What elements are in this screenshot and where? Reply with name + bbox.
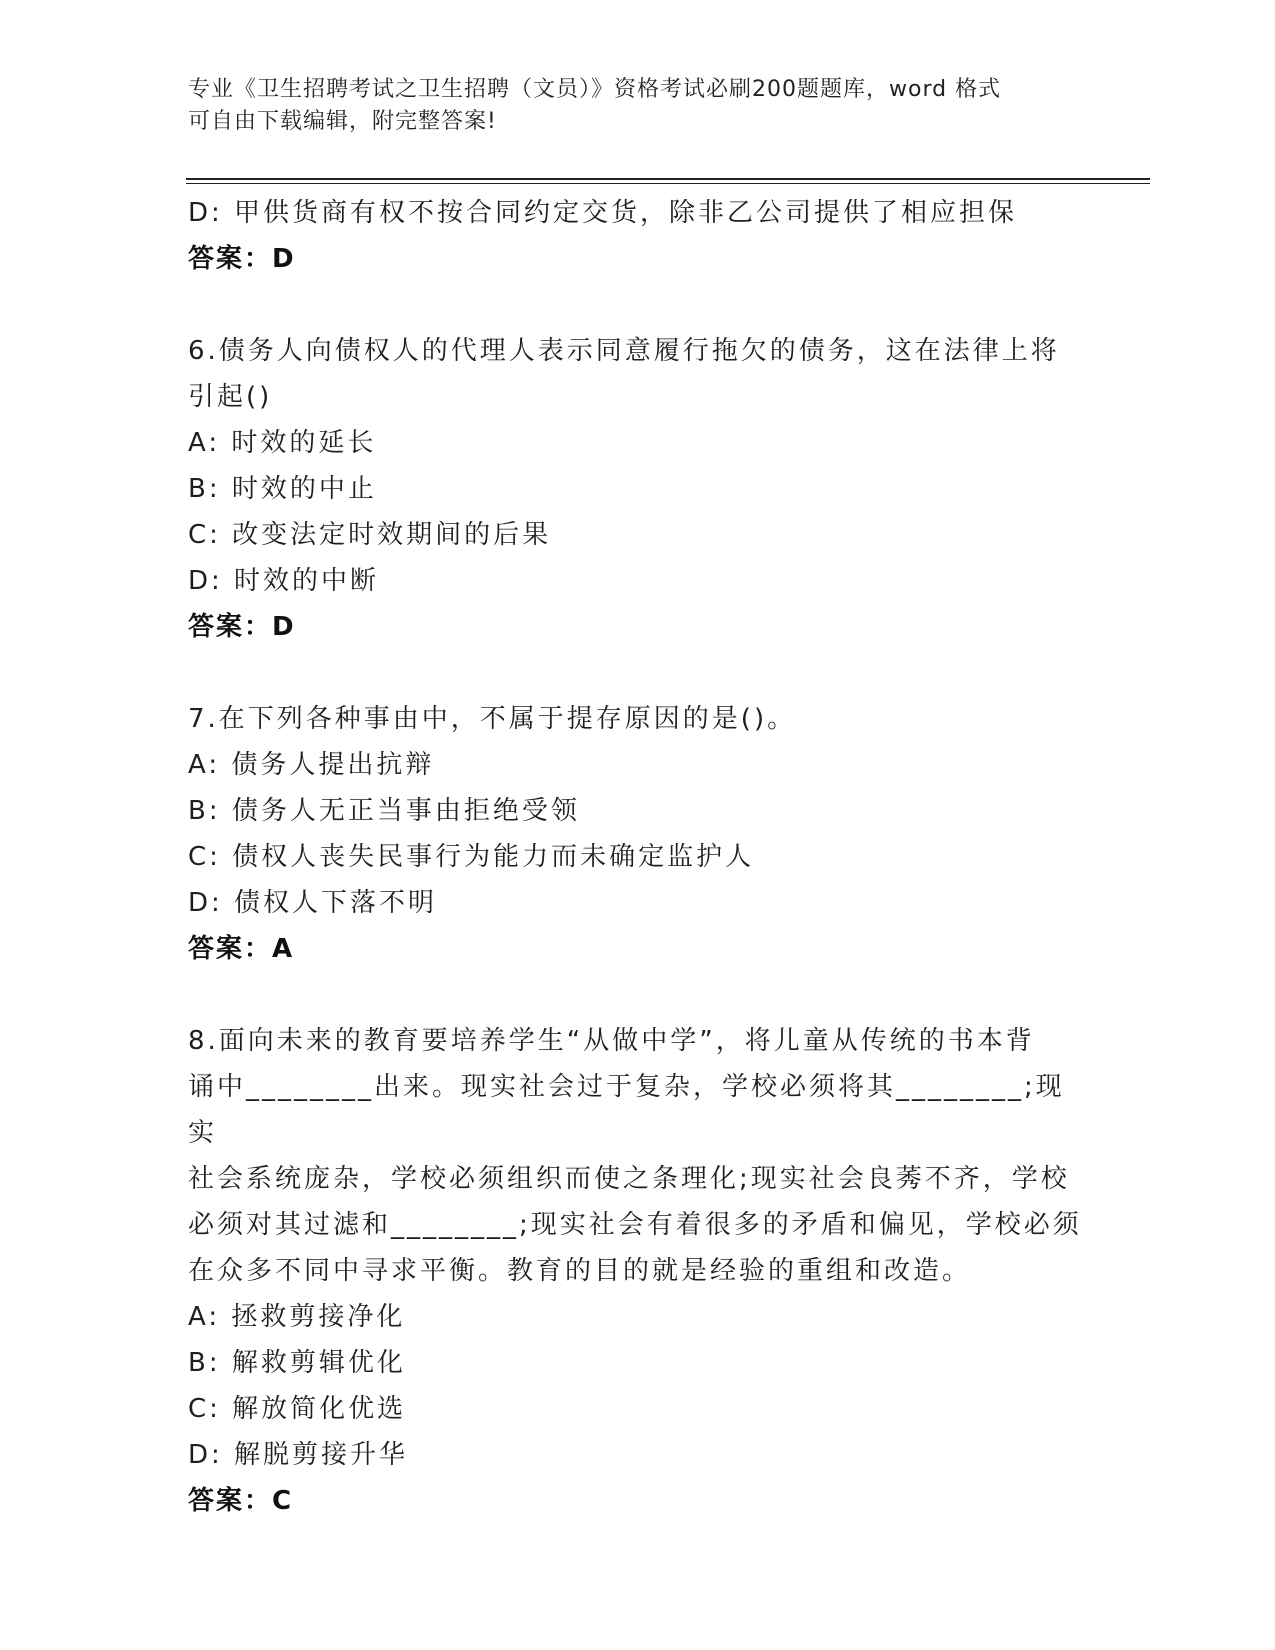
option-a: A: 时效的延长 (188, 428, 377, 458)
header-title-line-1: 专业《卫生招聘考试之卫生招聘（文员）》资格考试必刷200题题库，word 格式 (188, 77, 1002, 102)
question-stem: 引起() (188, 382, 273, 412)
question-stem: 诵中________出来。现实社会过于复杂，学校必须将其________;现实 (188, 1072, 1065, 1148)
question-stem: 7.在下列各种事由中，不属于提存原因的是()。 (188, 704, 797, 734)
option-a: A: 债务人提出抗辩 (188, 750, 435, 780)
option-c: C: 改变法定时效期间的后果 (188, 520, 552, 550)
option-b: B: 解救剪辑优化 (188, 1348, 406, 1378)
option-c: C: 解放简化优选 (188, 1394, 407, 1424)
option-d: D: 解脱剪接升华 (188, 1440, 409, 1470)
answer-line: 答案：D (188, 612, 296, 642)
question-stem: 必须对其过滤和________;现实社会有着很多的矛盾和偏见，学校必须 (188, 1210, 1082, 1240)
header-title-line-2: 可自由下载编辑，附完整答案! (188, 109, 497, 134)
header-divider-thin (186, 183, 1150, 184)
document-header (188, 74, 1088, 138)
question-stem: 社会系统庞杂，学校必须组织而使之条理化;现实社会良莠不齐，学校 (188, 1164, 1070, 1194)
answer-line: 答案：A (188, 934, 295, 964)
option-d: D: 债权人下落不明 (188, 888, 438, 918)
option-b: B: 债务人无正当事由拒绝受领 (188, 796, 580, 826)
option-a: A: 拯救剪接净化 (188, 1302, 406, 1332)
question-block-prev (188, 190, 1088, 282)
answer-line: 答案：C (188, 1486, 294, 1516)
question-block-7 (188, 696, 1088, 972)
question-block-6 (188, 328, 1088, 650)
question-list (188, 190, 1088, 1524)
option-b: B: 时效的中止 (188, 474, 377, 504)
option-d: D: 甲供货商有权不按合同约定交货，除非乙公司提供了相应担保 (188, 198, 1018, 228)
question-stem: 在众多不同中寻求平衡。教育的目的就是经验的重组和改造。 (188, 1256, 972, 1286)
header-divider-thick (186, 178, 1150, 180)
question-stem: 8.面向未来的教育要培养学生“从做中学”，将儿童从传统的书本背 (188, 1026, 1035, 1056)
question-block-8 (188, 1018, 1088, 1524)
option-c: C: 债权人丧失民事行为能力而未确定监护人 (188, 842, 755, 872)
question-stem: 6.债务人向债权人的代理人表示同意履行拖欠的债务，这在法律上将 (188, 336, 1060, 366)
answer-line: 答案：D (188, 244, 296, 274)
option-d: D: 时效的中断 (188, 566, 380, 596)
